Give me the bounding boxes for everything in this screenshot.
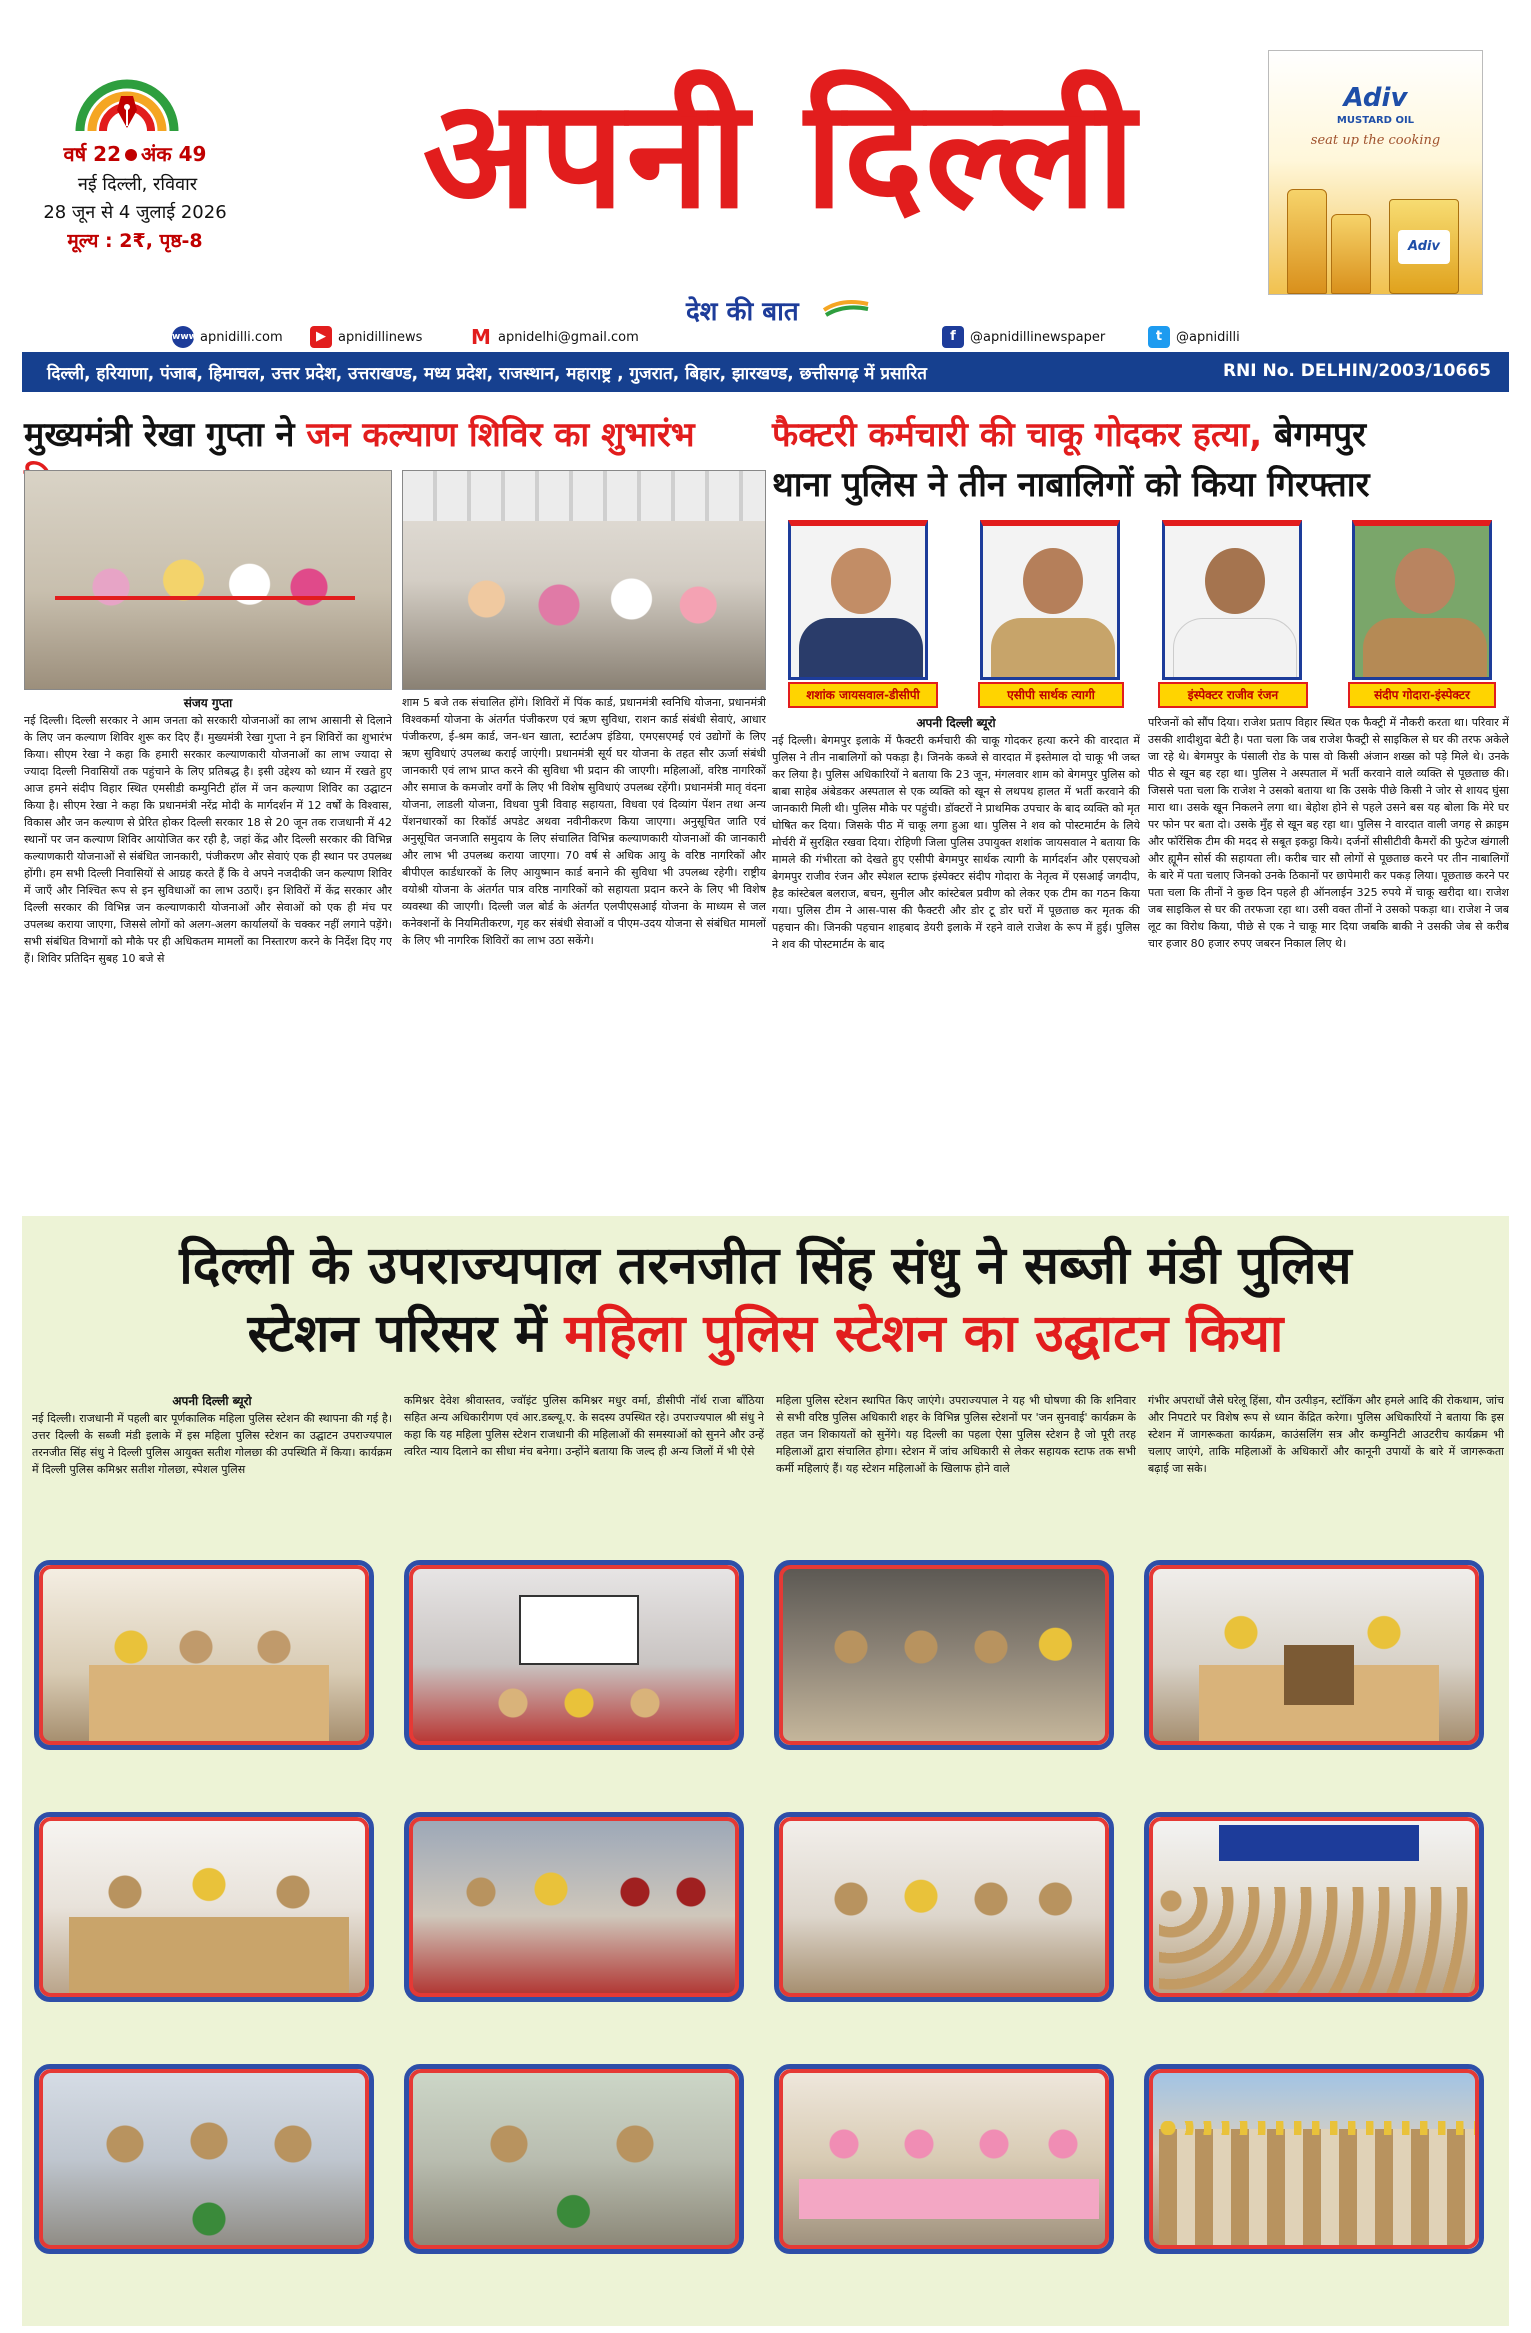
youtube-icon: ▶ bbox=[310, 326, 332, 348]
oil-bottle-icon bbox=[1287, 189, 1327, 294]
officer-caption: एसीपी सार्थक त्यागी bbox=[978, 682, 1124, 708]
story1-photo-stall-visit bbox=[402, 470, 766, 690]
event-photo bbox=[774, 1560, 1114, 1750]
officer-photo bbox=[1162, 520, 1302, 680]
website-link[interactable] bbox=[172, 326, 283, 348]
rni-number: RNI No. DELHIN/2003/10665 bbox=[1222, 361, 1491, 381]
youtube-link[interactable] bbox=[310, 326, 422, 348]
ad-brand: Adiv bbox=[1343, 83, 1408, 113]
officer-caption: इंस्पेक्टर राजीव रंजन bbox=[1158, 682, 1308, 708]
facebook-text: @apnidillinewspaper bbox=[970, 329, 1106, 345]
issue-year: वर्ष 22 bbox=[63, 142, 122, 166]
officer-caption: शशांक जायसवाल-डीसीपी bbox=[788, 682, 938, 708]
officer-photo bbox=[1352, 520, 1492, 680]
story3-headline-line2[interactable] bbox=[0, 1296, 1531, 1367]
masthead bbox=[0, 0, 1531, 352]
event-photo bbox=[774, 2064, 1114, 2254]
event-photo bbox=[774, 1812, 1114, 2002]
story3-headline-black: स्टेशन परिसर में bbox=[247, 1304, 547, 1364]
story1-headline-black: मुख्यमंत्री रेखा गुप्ता ने bbox=[24, 415, 295, 455]
story3-headline-red: महिला पुलिस स्टेशन का उद्घाटन किया bbox=[564, 1304, 1284, 1364]
ad-product: MUSTARD OIL bbox=[1336, 115, 1415, 126]
story3-column-3: महिला पुलिस स्टेशन स्थापित किए जाएंगे। उपराज्यपाल ने यह भी घोषणा की कि शनिवार से सभी वरिष्ठ पुलिस अधिकारी शहर के विभिन्न पुलिस स्टेशनों पर 'जन सुनवाई' कार्यक्रम के तहत जन शिकायतों को सुनेंगे। यह दिल्ली का पहला ऐसा पुलिस स्टेशन है जो पूरी तरह महिलाओं द्वारा संचालित होगा। स्टेशन में जांच अधिकारी से लेकर सहायक स्टाफ तक सभी कर्मी महिलाएं हैं। यह स्टेशन महिलाओं के खिलाफ होने वाले bbox=[776, 1394, 1136, 1475]
story3-headline-line1[interactable]: दिल्ली के उपराज्यपाल तरनजीत सिंह संधु ने सब्जी मंडी पुलिस bbox=[179, 1236, 1352, 1296]
issue-number: अंक 49 bbox=[141, 142, 207, 166]
story2-byline: अपनी दिल्ली ब्यूरो bbox=[916, 716, 996, 730]
event-photo bbox=[404, 2064, 744, 2254]
story3-column-1: नई दिल्ली। राजधानी में पहली बार पूर्णकालिक महिला पुलिस स्टेशन की स्थापना की गई है। उत्तर दिल्ली के सब्जी मंडी इलाके में इस महिला पुलिस स्टेशन का उद्घाटन उपराज्यपाल तरनजीत सिंह संधु ने दिल्ली पुलिस आयुक्त सतीश गोलछा की उपस्थिति में किया। कार्यक्रम में दिल्ली पुलिस कमिश्नर सतीश गोलछा, स्पेशल पुलिस bbox=[32, 1412, 392, 1476]
tricolor-swoosh-icon bbox=[822, 298, 870, 318]
circulation-text: दिल्ली, हरियाणा, पंजाब, हिमाचल, उत्तर प्रदेश, उत्तराखण्ड, मध्य प्रदेश, राजस्थान, महाराष्ट्र , गुजरात, बिहार, झारखण्ड, छत्तीसगढ़ में प्रसारित bbox=[47, 364, 927, 384]
twitter-icon: t bbox=[1148, 326, 1170, 348]
website-text: apnidilli.com bbox=[200, 329, 283, 345]
email-link[interactable] bbox=[470, 326, 639, 348]
event-photo bbox=[404, 1812, 744, 2002]
issue-info bbox=[55, 140, 215, 167]
event-photo bbox=[34, 1560, 374, 1750]
story3-byline: अपनी दिल्ली ब्यूरो bbox=[172, 1394, 252, 1408]
contact-row bbox=[0, 322, 1531, 352]
story2-column-2: परिजनों को सौंप दिया। राजेश प्रताप विहार स्थित एक फैक्ट्री में नौकरी करता था। परिवार में उसकी शादीशुदा बेटी है। पता चला कि जब राजेश फैक्ट्री से साइकिल से घर की तरफ अकेले जा रहे थे। बेगमपुर के पंसाली रोड के पास वो किसी अंजान शख्स को पड़े मिले थे। उनके पीठ से खून बह रहा था। पुलिस ने अस्पताल में भर्ती करवाने वाले व्यक्ति से पूछताछ की। जिससे पता चला कि राजेश ने उसको बताया था कि उसके पीछे किसी ने जोर से शायद घुंसा मारा था। उसके खून निकलने लगा था। बेहोश होने से पहले उसने बस यह बोला कि मेरे घर पर फोन पर बता दो। उसके मुँह से खून बह रहा था। पुलिस ने वारदात वाली जगह से क्राइम और फॉरेंसिक टीम की मदद से सबूत इकट्ठा किये। दर्जनों सीसीटीवी कैमरों की फुटेज खंगाली और ह्यूमैन सोर्स की सहायता ली। करीब चार सौ लोगों से पूछताछ करने पर तीन नाबालिगों के बारे में पता चलाए जिनको उनके ठिकानों पर छापेमारी कर पकड़ लिया। पूछताछ करने पर पता चला कि तीनों ने कुछ दिन पहले ही ऑनलाईन 325 रुपये में चाकू खरीदा था। राजेश जब साइकिल से घर की तरफजा रहा था। उसी वक्त तीनों ने उसको पकड़ा था। राजेश ने जब लूट का विरोध किया, पीछे से एक ने चाकू मार दिया जबकि बाकी ने उसकी जेब से करीब चार हजार 80 हजार रुपए जबरन निकाल लिए थे। bbox=[1148, 716, 1509, 950]
story2-headline-red: फैक्टरी कर्मचारी की चाकू गोदकर हत्या, bbox=[772, 415, 1263, 455]
tagline: देश की बात bbox=[686, 297, 799, 327]
story2-headline-line2[interactable]: थाना पुलिस ने तीन नाबालिगों को किया गिरफ्तार bbox=[772, 465, 1370, 505]
event-photo bbox=[1144, 2064, 1484, 2254]
advertisement-mustard-oil[interactable] bbox=[1268, 50, 1483, 295]
story1-column-2: शाम 5 बजे तक संचालित होंगे। शिविरों में पिंक कार्ड, प्रधानमंत्री स्वनिधि योजना, प्रधानमंत्री विश्वकर्मा योजना के अंतर्गत पंजीकरण एवं ऋण सुविधा, राशन कार्ड संबंधी सेवाएं, आधार पंजीकरण, ई-श्रम कार्ड, जन-धन खाता, स्टार्टअप इंडिया, एमएसएमई एवं उद्योगों के लिए ऋण सुविधाएं उपलब्ध कराई जाएंगी। प्रधानमंत्री सूर्य घर योजना के तहत सौर ऊर्जा संबंधी जानकारी एवं लाभ प्राप्त करने की सुविधा भी प्रदान की जाएगी। महिलाओं, वरिष्ठ नागरिकों और समाज के कमजोर वर्गों के लिए भी विशेष सुविधाएं उपलब्ध रहेंगी। प्रधानमंत्री मातृ वंदना योजना, लाडली योजना, विधवा पुत्री विवाह सहायता, विधवा एवं दिव्यांग पेंशन तथा अन्य पेंशनधारकों का रिकॉर्ड अपडेट अथवा नवीनीकरण किया जाएगा। अनुसूचित जाति एवं अनुसूचित जनजाति समुदाय के लिए संचालित विभिन्न कल्याणकारी योजनाओं की जानकारी और लाभ भी उपलब्ध कराया जाएगा। 70 वर्ष से अधिक आयु के वरिष्ठ नागरिकों और बीपीएल कार्डधारकों के लिए आयुष्मान कार्ड बनाने की सुविधा भी उपलब्ध रहेगी। राष्ट्रीय वयोश्री योजना के अंतर्गत पात्र वरिष्ठ नागरिकों को सहायता प्रदान करने के लिए भी विशेष व्यवस्था की जाएगी। दिल्ली जल बोर्ड के अंतर्गत एलपीएसआई योजना के माध्यम से जल कनेक्शनों के नियमितीकरण, गृह कर संबंधी सेवाओं व पीएम-उदय योजना से संबंधित मामलों के लिए भी नागरिक शिविरों का लाभ उठा सकेंगे। bbox=[402, 696, 766, 947]
twitter-link[interactable] bbox=[1148, 326, 1240, 348]
story1-photo-ribbon-cutting bbox=[24, 470, 392, 690]
oil-can-icon bbox=[1389, 199, 1459, 294]
story2-headline-line1[interactable] bbox=[772, 410, 1512, 456]
email-text: apnidelhi@gmail.com bbox=[498, 329, 639, 345]
officer-photo bbox=[788, 520, 928, 680]
story3-column-4: गंभीर अपराधों जैसे घरेलू हिंसा, यौन उत्पीड़न, स्टॉकिंग और हमले आदि की रोकथाम, जांच और निपटारे पर विशेष रूप से ध्यान केंद्रित करेगा। पुलिस अधिकारियों ने बताया कि इस स्टेशन में जागरूकता कार्यक्रम, काउंसलिंग सत्र और कम्युनिटी आउटरीच कार्यक्रम भी चलाए जाएंगे, ताकि महिलाओं के अधिकारों और कानूनी उपायों के बारे में जागरूकता बढ़ाई जा सके। bbox=[1148, 1394, 1504, 1475]
facebook-link[interactable] bbox=[942, 326, 1105, 348]
story2-column-1: नई दिल्ली। बेगमपुर इलाके में फैक्टरी कर्मचारी की चाकू गोदकर हत्या करने की वारदात में पुलिस ने तीन नाबालिगों को पकड़ा है। जिनके कब्जे से वारदात में इस्तेमाल दो चाकू भी जब्त कर लिया है। पुलिस अधिकारियों ने बताया कि 23 जून, मंगलवार शाम को बेगमपुर पुलिस को बाबा साहेब अंबेडकर अस्पताल से एक व्यक्ति को खून से लथपथ हालत में भर्ती करवाने की जानकारी मिली थी। पुलिस मौके पर पहुंची। डॉक्टरों ने प्राथमिक उपचार के बाद व्यक्ति को मृत घोषित कर दिया। जिसके पीठ में चाकू लगा हुआ था। पुलिस ने शव को पोस्टमार्टम के लिये मोर्चरी में सुरक्षित रखवा दिया। रोहिणी जिला पुलिस उपायुक्त शशांक जायसवाल ने बताया कि मामले की गंभीरता को देखते हुए एसीपी बेगमपुर सार्थक त्यागी के मार्गदर्शन और एसएचओ बेगमपुर राजीव रंजन और स्पेशल स्टाफ इंस्पेक्टर संदीप गोदारा के नेतृत्व में एसआई जगदीप, हैड कांस्टेबल बलराज, बचन, सुनील और कांस्टेबल प्रवीण को लेकर एक टीम का गठन किया गया। पुलिस टीम ने आस-पास की फैक्टरी और डोर टू डोर घरों में पूछताछ कर मृतक की पहचान की। जिनकी पहचान शाहबाद डेयरी इलाके में रहने वाले राजेश के रूप में हुई। पुलिस ने शव की पोस्टमार्टम के बाद bbox=[772, 734, 1140, 951]
ad-slogan: seat up the cooking bbox=[1310, 133, 1441, 148]
event-photo bbox=[1144, 1560, 1484, 1750]
oil-bottle-icon bbox=[1331, 214, 1371, 294]
event-photo bbox=[34, 2064, 374, 2254]
officer-photo bbox=[980, 520, 1120, 680]
story1-column-1: नई दिल्ली। दिल्ली सरकार ने आम जनता को सरकारी योजनाओं का लाभ आसानी से दिलाने के लिए जन कल्याण शिविर शुरू कर दिए हैं। मुख्यमंत्री रेखा गुप्ता ने इन शिविरों का शुभारंभ किया। सीएम रेखा ने कहा कि हमारी सरकार कल्याणकारी योजनाओं का लाभ ज्यादा से ज्यादा दिल्ली निवासियों तक पहुंचाने के लिए प्रतिबद्ध है। इसी उद्देश्य को ध्यान में रखते हुए आज हमने संदीप विहार स्थित एमसीडी कम्युनिटी हॉल में जन कल्याण शिविर का उद्घाटन किया है। सीएम रेखा ने कहा कि प्रधानमंत्री नरेंद्र मोदी के मार्गदर्शन में 12 वर्षों के विश्वास, विकास और जन कल्याण से प्रेरित होकर दिल्ली सरकार 18 से 20 जून तक राजधानी में 42 स्थानों पर जन कल्याण शिविर आयोजित कर रही है, जहां केंद्र और दिल्ली सरकार की विभिन्न कल्याणकारी योजनाओं से संबंधित जानकारी, पंजीकरण और सेवाएं एक ही स्थान पर उपलब्ध होंगी। हम सभी दिल्ली निवासियों से आग्रह करते हैं कि वे अपने नजदीकी जन कल्याण शिविर में जाएँ और निश्चित रूप से इन सुविधाओं का लाभ उठाएँ। इन शिविरों में केंद्र सरकार और दिल्ली सरकार की विभिन्न जन कल्याणकारी योजनाओं और सेवाओं को एक ही मंच पर उपलब्ध कराया जाएगा, जिससे लोगों को अलग-अलग कार्यालयों के चक्कर नहीं लगाने पड़ेंगे। सभी संबंधित विभागों को मौके पर ही अधिकतम मामलों का निस्तारण करने के निर्देश दिए गए हैं। शिविर प्रतिदिन सुबह 10 बजे से bbox=[24, 714, 392, 965]
circulation-band bbox=[22, 352, 1509, 392]
ad-can-brand: Adiv bbox=[1398, 230, 1450, 264]
event-photo bbox=[404, 1560, 744, 1750]
globe-icon: www bbox=[172, 326, 194, 348]
story3-column-2: कमिश्नर देवेश श्रीवास्तव, ज्वॉइंट पुलिस कमिश्नर मधुर वर्मा, डीसीपी नॉर्थ राजा बाँठिया सहित अन्य अधिकारीगण एवं आर.डब्ल्यू.ए. के सदस्य उपस्थित रहे। उपराज्यपाल श्री संधु ने कहा कि यह महिला पुलिस स्टेशन राजधानी की महिलाओं की समस्याओं को सुनने और उन्हें त्वरित न्याय दिलाने का सीधा मंच बनेगा। उन्होंने बताया कि जल्द ही अन्य जिलों में भी ऐसे bbox=[404, 1394, 764, 1458]
story1-byline: संजय गुप्ता bbox=[183, 696, 233, 710]
twitter-text: @apnidilli bbox=[1176, 329, 1240, 345]
story2-headline-black1: बेगमपुर bbox=[1273, 415, 1367, 455]
facebook-icon: f bbox=[942, 326, 964, 348]
officer-caption: संदीप गोदारा-इंस्पेक्टर bbox=[1348, 682, 1496, 708]
story1-headline-red: जन कल्याण शिविर का शुभारंभ bbox=[306, 415, 695, 455]
issue-dates: 28 जून से 4 जुलाई 2026 bbox=[43, 202, 227, 223]
bullet-icon bbox=[125, 149, 137, 161]
mail-icon: M bbox=[471, 325, 491, 349]
price-pages: मूल्य : 2₹, पृष्ठ-8 bbox=[67, 230, 203, 252]
event-photo bbox=[34, 1812, 374, 2002]
newspaper-title: अपनी दिल्ली bbox=[422, 68, 1138, 242]
pen-nib-icon bbox=[112, 92, 142, 130]
city-day: नई दिल्ली, रविवार bbox=[77, 174, 198, 195]
youtube-text: apnidillinews bbox=[338, 329, 423, 345]
event-photo bbox=[1144, 1812, 1484, 2002]
